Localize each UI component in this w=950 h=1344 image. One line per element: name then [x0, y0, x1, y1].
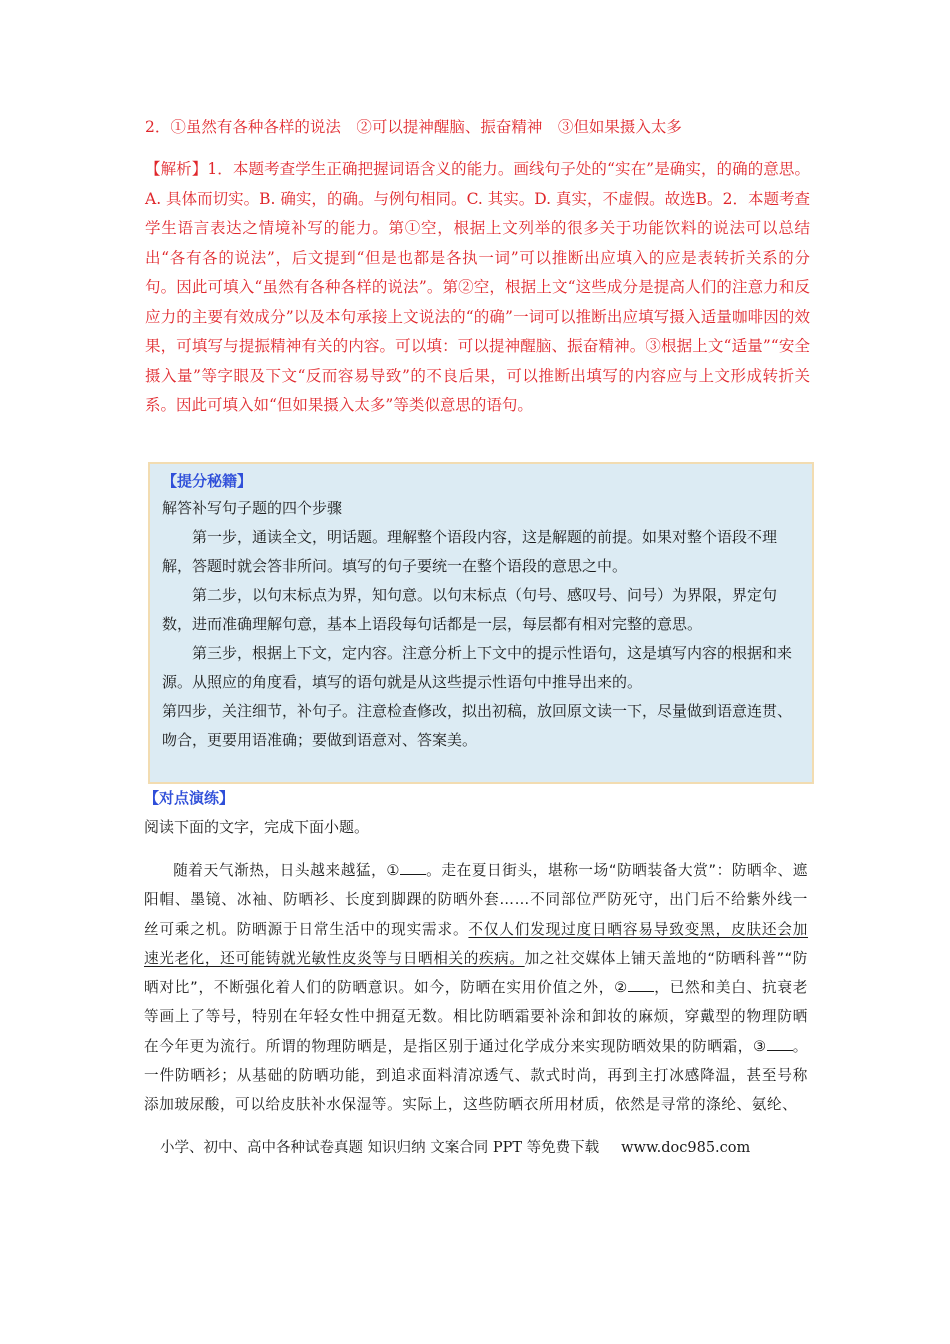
reading-passage — [144, 856, 808, 1148]
answer-line: 2．①虽然有各种各样的说法 ②可以提神醒脑、振奋精神 ③但如果摄入太多 — [145, 118, 682, 136]
passage-text: 。一件防晒衫；从基础的防晒功能，到追求面料清凉透气、款式时尚，再到主打冰感降温，甚至号称添加玻尿酸，可以给皮肤补水保湿等。实际上，这些防晒衣所用材质，依然是寻常的涤纶、氨纶、 — [144, 1037, 808, 1114]
footer-text: 小学、初中、高中各种试卷真题 知识归纳 文案合同 PPT 等免费下载 — [160, 1140, 600, 1156]
blank-1-marker: ① — [386, 862, 401, 879]
blank-2-marker: ② — [614, 979, 629, 997]
tips-subtitle: 解答补写句子题的四个步骤 — [162, 499, 343, 517]
blank-3 — [767, 1036, 793, 1051]
drill-title: 【对点演练】 — [144, 789, 235, 807]
analysis-label: 【解析】 — [145, 160, 208, 178]
blank-1 — [400, 860, 426, 875]
underlined-sentence: 不仅人们发现过度日晒容易导致变黑，皮肤还会加速光老化，还可能铸就光敏性皮炎等与日晒相关的疾病。 — [144, 920, 808, 967]
footer — [160, 1136, 820, 1160]
tips-step-4: 第四步，关注细节，补句子。注意检查修改，拟出初稿，放回原文读一下，尽量做到语意连贯、吻合，更要用语准确；要做到语意对、答案美。 — [162, 702, 793, 749]
tips-step-3: 第三步，根据上下文，定内容。注意分析上下文中的提示性语句，这是填写内容的根据和来源。从照应的角度看，填写的语句就是从这些提示性语句中推导出来的。 — [162, 644, 793, 691]
passage-text: 加之社交媒体上铺天盖地的“防晒科普”“防晒对比”，不断强化着人们的防晒意识。如今，防晒在实用价值之外， — [144, 949, 808, 997]
tips-step-2: 第二步，以句末标点为界，知句意。以句末标点（句号、感叹号、问号）为界限，界定句数，进而准确理解句意，基本上语段每句话都是一层，每层都有相对完整的意思。 — [162, 586, 778, 633]
blank-2 — [628, 977, 654, 992]
analysis-paragraph — [145, 155, 810, 421]
tips-step-1: 第一步，通读全文，明话题。理解整个语段内容，这是解题的前提。如果对整个语段不理解，答题时就会答非所问。填写的句子要统一在整个语段的意思之中。 — [162, 528, 778, 575]
tips-title: 【提分秘籍】 — [162, 472, 253, 490]
passage-text: 。走在夏日街头，堪称一场“防晒装备大赏”：防晒伞、遮阳帽、墨镜、冰袖、防晒衫、长度到脚踝的防晒外套……不同部位严防死守，出门后不给紫外线一丝可乘之机。防晒源于日常生活中的现实需求。 — [144, 862, 808, 938]
passage-text: ，已然和美白、抗衰老等画上了等号，特别在年轻女性中拥趸无数。相比防晒霜要补涂和卸妆的麻烦，穿戴型的物理防晒在今年更为流行。所谓的物理防晒是，是指区别于通过化学成分来实现防晒效果的防晒霜， — [144, 979, 808, 1055]
drill-instruction: 阅读下面的文字，完成下面小题。 — [144, 818, 370, 836]
blank-3-marker: ③ — [753, 1037, 767, 1055]
analysis-text: 1．本题考查学生正确把握词语含义的能力。画线句子处的“实在”是确实，的确的意思。A. 具体而切实。B. 确实，的确。与例句相同。C. 其实。D. 真实，不虚假。故选B。2．本题考查学生语言表达之情境补写的能力。第①空，根据上文列举的很多关于功能饮料的说法可以总结出“各有各的说法”，后文提到“但是也都是各执一词”可以推断出应填入的应是表转折关系的分句。因此可填入“虽然有各种各样的说法”。第②空，根据上文“这些成分是提高人们的注意力和反应力的主要有效成分”以及本句承接上文说法的“的确”一词可以推断出应填写摄入适量咖啡因的效果，可填写与提振精神有关的内容。可以填：可以提神醒脑、振奋精神。③根据上文“适量”“安全摄入量”等字眼及下文“反而容易导致”的不良后果，可以推断出填写的内容应与上文形成转折关系。因此可填入如“但如果摄入太多”等类似意思的语句。 — [145, 160, 810, 414]
passage-text: 随着天气渐热，日头越来越猛， — [173, 862, 387, 879]
tips-box — [148, 462, 814, 784]
footer-site-link[interactable]: www.doc985.com — [621, 1140, 751, 1156]
